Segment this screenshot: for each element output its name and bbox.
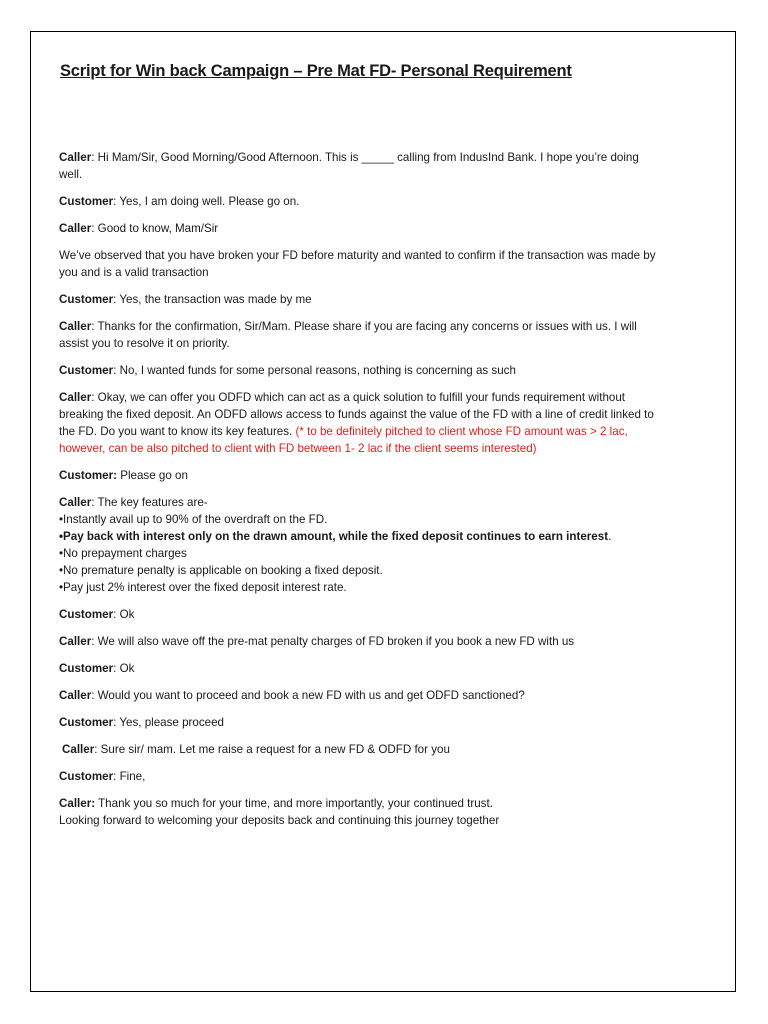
customer-reply [59, 768, 659, 785]
dialogue-text: : Yes, the transaction was made by me [113, 293, 312, 306]
caller-odfd-offer [59, 389, 659, 457]
script-content [59, 149, 659, 839]
speaker-label: Customer [59, 364, 114, 377]
speaker-label: Customer [59, 662, 114, 675]
speaker-label: Caller [59, 635, 92, 648]
dialogue-text: : The key features are- [91, 496, 208, 509]
speaker-label: Customer [59, 608, 114, 621]
dialogue-text: Thank you so much for your time, and more importantly, your continued trust. [95, 797, 493, 810]
pitch-note: (* to be definitely pitched to client whose FD amount was > 2 lac, however, can be also pitched to client with FD between 1- 2 lac if the client seems interested) [59, 425, 628, 455]
feature-bullet: •No prepayment charges [59, 547, 187, 560]
customer-reply [59, 606, 659, 623]
dialogue-text: : No, I wanted funds for some personal reasons, nothing is concerning as such [113, 364, 516, 377]
customer-reply [59, 467, 659, 484]
feature-bullet: •No premature penalty is applicable on booking a fixed deposit. [59, 564, 383, 577]
dialogue-text: : Sure sir/ mam. Let me raise a request for a new FD & ODFD for you [94, 743, 450, 756]
dialogue-text: : Would you want to proceed and book a new FD with us and get ODFD sanctioned? [91, 689, 525, 702]
speaker-label: Customer [59, 293, 114, 306]
speaker-label: Caller [59, 320, 92, 333]
caller-line [59, 318, 659, 352]
caller-greeting [59, 149, 659, 183]
dialogue-text: : Ok [113, 608, 135, 621]
caller-line [59, 687, 659, 704]
speaker-label: Caller [59, 222, 92, 235]
customer-reply [59, 362, 659, 379]
dialogue-text: : Good to know, Mam/Sir [91, 222, 219, 235]
feature-bullet: •Instantly avail up to 90% of the overdraft on the FD. [59, 513, 328, 526]
caller-line [59, 633, 659, 650]
speaker-label: Customer [59, 770, 114, 783]
caller-line [59, 741, 659, 758]
caller-line [59, 220, 659, 237]
speaker-label: Caller [59, 151, 92, 164]
speaker-label: Customer [59, 195, 114, 208]
dialogue-text: : Fine, [113, 770, 146, 783]
document-title: Script for Win back Campaign – Pre Mat FD- Personal Requirement [60, 62, 572, 80]
customer-reply [59, 193, 659, 210]
speaker-label: Caller [59, 689, 92, 702]
key-features-intro [59, 494, 659, 511]
speaker-label: Customer: [59, 469, 117, 482]
feature-bullet-bold-text: •Pay back with interest only on the drawn amount, while the fixed deposit continues to earn interest [59, 530, 609, 543]
caller-closing [59, 795, 659, 829]
caller-observation: We’ve observed that you have broken your FD before maturity and wanted to confirm if the transaction was made by you and is a valid transaction [59, 249, 656, 279]
dialogue-text: : Okay, we can offer you ODFD which can act as a quick solution to fulfill your funds requirement without breaking the fixed deposit. An ODFD allows access to funds against the value of the FD with a line of credit linked to the FD. Do you want to know its key features. [59, 391, 654, 438]
customer-reply [59, 714, 659, 731]
customer-reply [59, 660, 659, 677]
speaker-label: Customer [59, 716, 114, 729]
feature-bullet: •Pay just 2% interest over the fixed deposit interest rate. [59, 581, 347, 594]
dialogue-text: : We will also wave off the pre-mat penalty charges of FD broken if you book a new FD with us [91, 635, 575, 648]
speaker-label: Caller [59, 391, 92, 404]
dialogue-text: : Hi Mam/Sir, Good Morning/Good Afternoon. This is _____ calling from IndusInd Bank. I hope you’re doing well. [59, 151, 639, 181]
feature-bullet-end: . [608, 530, 612, 543]
feature-bullet [59, 528, 659, 545]
caller-key-features [59, 494, 659, 596]
speaker-label: Caller: [59, 797, 96, 810]
dialogue-text: Please go on [116, 469, 188, 482]
dialogue-text: : Yes, I am doing well. Please go on. [113, 195, 300, 208]
closing-line: Looking forward to welcoming your deposits back and continuing this journey together [59, 814, 500, 827]
customer-reply [59, 291, 659, 308]
closing-line [59, 795, 659, 812]
dialogue-text: : Ok [113, 662, 135, 675]
dialogue-text: : Thanks for the confirmation, Sir/Mam. Please share if you are facing any concerns or issues with us. I will assist you to resolve it on priority. [59, 320, 637, 350]
dialogue-text: : Yes, please proceed [113, 716, 224, 729]
speaker-label: Caller [62, 743, 95, 756]
speaker-label: Caller [59, 496, 92, 509]
